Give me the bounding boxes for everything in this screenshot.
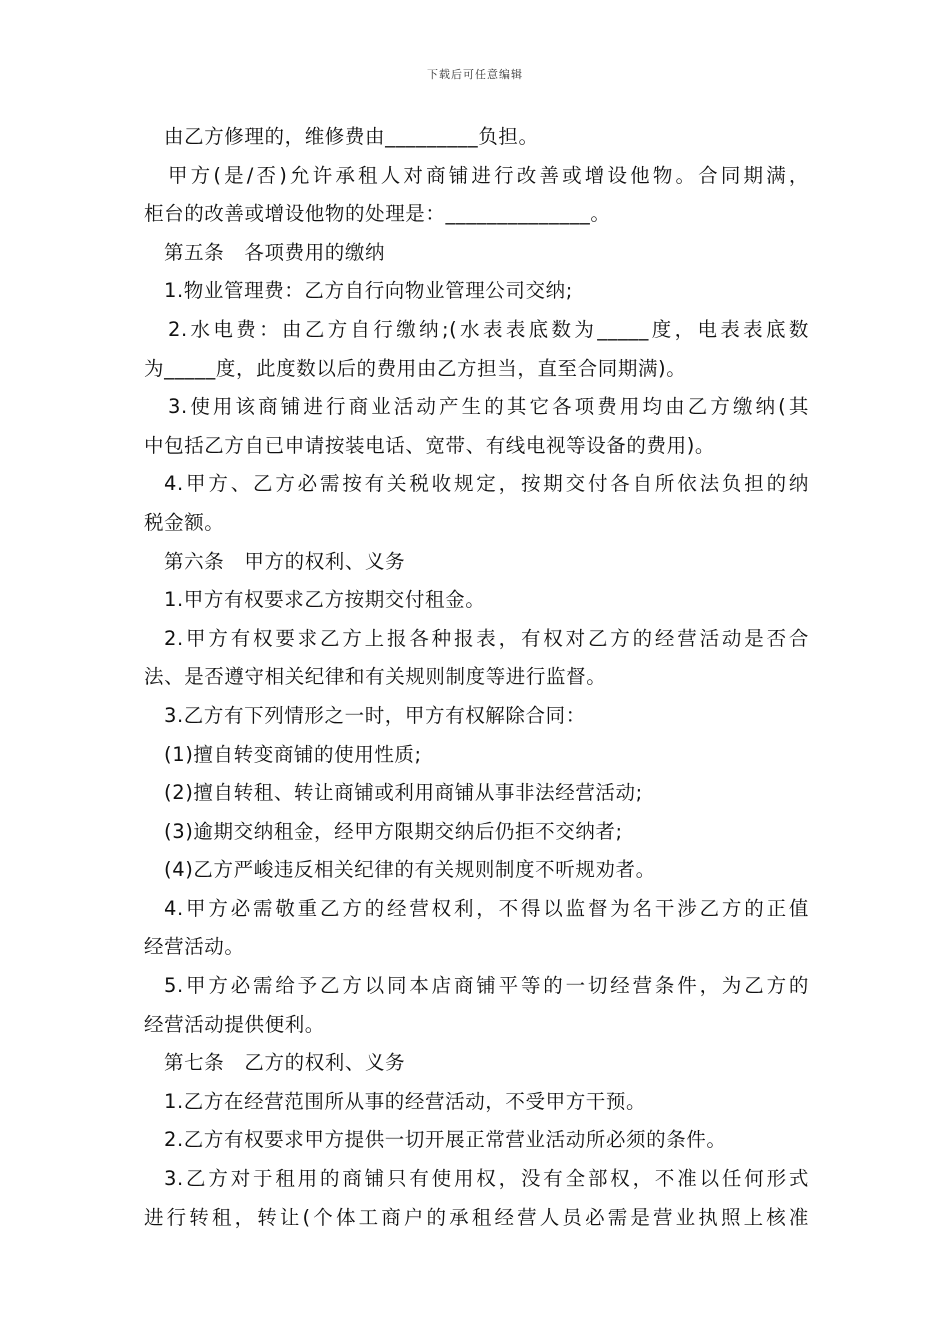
- paragraph-line: 税金额。: [144, 510, 225, 534]
- paragraph-line: 由乙方修理的，维修费由_________负担。: [164, 125, 539, 148]
- paragraph-line: 经营活动提供便利。: [144, 1012, 325, 1036]
- paragraph-line: (4)乙方严峻违反相关纪律的有关规则制度不听规劝者。: [164, 858, 656, 882]
- page-header: 下载后可任意编辑: [427, 68, 523, 81]
- paragraph-line: 4.甲方、乙方必需按有关税收规定，按期交付各自所依法负担的纳: [164, 472, 809, 496]
- paragraph-line: 3.乙方有下列情形之一时，甲方有权解除合同：: [164, 703, 586, 727]
- paragraph-line: 2.甲方有权要求乙方上报各种报表，有权对乙方的经营活动是否合: [164, 626, 809, 650]
- paragraph-line: 经营活动。: [144, 935, 245, 959]
- paragraph-line: 柜台的改善或增设他物的处理是：______________。: [144, 202, 611, 226]
- paragraph-line: 甲方(是/否)允许承租人对商铺进行改善或增设他物。合同期满，: [168, 163, 809, 187]
- paragraph-line: 法、是否遵守相关纪律和有关规则制度等进行监督。: [144, 665, 607, 689]
- paragraph-line: 第六条 甲方的权利、义务: [164, 549, 406, 573]
- paragraph-line: 1.甲方有权要求乙方按期交付租金。: [164, 588, 486, 612]
- paragraph-line: (2)擅自转租、转让商铺或利用商铺从事非法经营活动;: [164, 781, 643, 805]
- paragraph-line: 第七条 乙方的权利、义务: [164, 1051, 406, 1075]
- paragraph-line: (3)逾期交纳租金，经甲方限期交纳后仍拒不交纳者;: [164, 819, 623, 843]
- paragraph-line: 1.乙方在经营范围所从事的经营活动，不受甲方干预。: [164, 1089, 647, 1113]
- paragraph-line: 5.甲方必需给予乙方以同本店商铺平等的一切经营条件，为乙方的: [164, 974, 809, 998]
- paragraph-line: 3.使用该商铺进行商业活动产生的其它各项费用均由乙方缴纳(其: [168, 395, 809, 419]
- paragraph-line: 为_____度，此度数以后的费用由乙方担当，直至合同期满)。: [144, 356, 687, 380]
- paragraph-line: 中包括乙方自已申请按装电话、宽带、有线电视等设备的费用)。: [144, 433, 716, 457]
- paragraph-line: 2.水电费：由乙方自行缴纳;(水表表底数为_____度，电表表底数: [168, 317, 809, 341]
- paragraph-line: 3.乙方对于租用的商铺只有使用权，没有全部权，不准以任何形式: [164, 1167, 809, 1191]
- paragraph-line: 进行转租，转让(个体工商户的承租经营人员必需是营业执照上核准: [144, 1205, 809, 1229]
- document-body: [144, 118, 809, 1237]
- paragraph-line: 第五条 各项费用的缴纳: [164, 240, 386, 264]
- paragraph-line: 2.乙方有权要求甲方提供一切开展正常营业活动所必须的条件。: [164, 1128, 727, 1152]
- paragraph-line: 1.物业管理费：乙方自行向物业管理公司交纳;: [164, 279, 573, 303]
- paragraph-line: (1)擅自转变商铺的使用性质;: [164, 742, 422, 766]
- paragraph-line: 4.甲方必需敬重乙方的经营权利，不得以监督为名干涉乙方的正值: [164, 896, 809, 920]
